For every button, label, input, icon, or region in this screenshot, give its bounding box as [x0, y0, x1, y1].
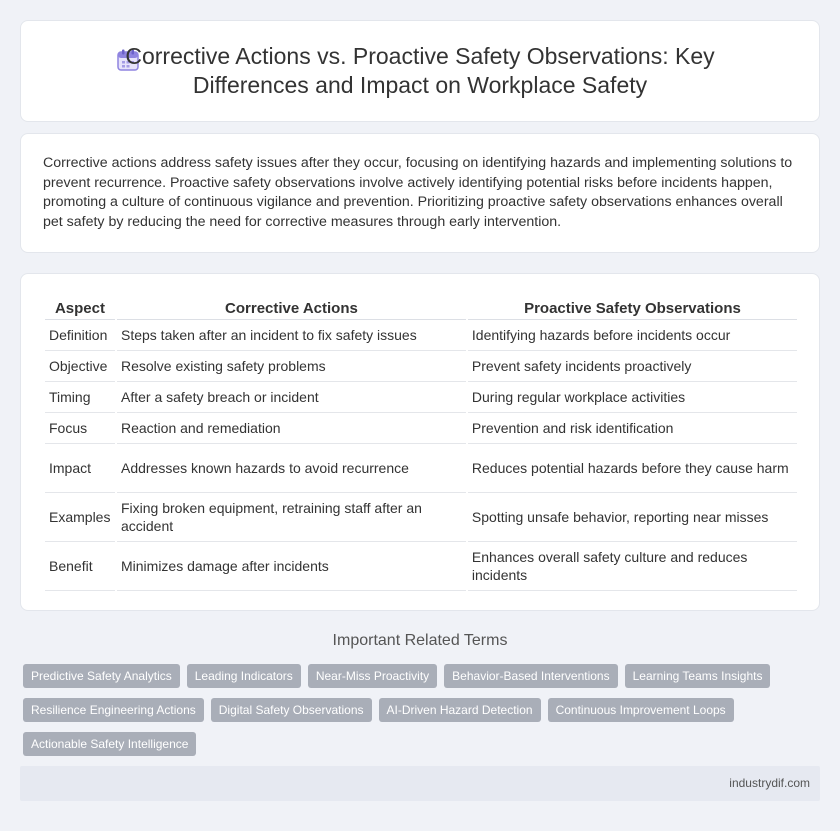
footer — [20, 766, 820, 801]
related-term-tag[interactable]: Behavior-Based Interventions — [444, 664, 617, 688]
row-corrective: Fixing broken equipment, retraining staff after an accident — [117, 493, 466, 542]
related-term-tag[interactable]: Learning Teams Insights — [625, 664, 771, 688]
header-proactive-observations: Proactive Safety Observations — [468, 296, 797, 320]
related-term-tag[interactable]: Leading Indicators — [187, 664, 301, 688]
related-term-tag[interactable]: Predictive Safety Analytics — [23, 664, 180, 688]
row-proactive: Prevention and risk identification — [468, 413, 797, 444]
row-proactive: Enhances overall safety culture and reduces incidents — [468, 542, 797, 591]
related-term-tag[interactable]: Near-Miss Proactivity — [308, 664, 437, 688]
related-term-tag[interactable]: AI-Driven Hazard Detection — [379, 698, 541, 722]
row-corrective: Addresses known hazards to avoid recurrence — [117, 444, 466, 493]
table-row — [45, 320, 797, 351]
row-corrective: Resolve existing safety problems — [117, 351, 466, 382]
row-aspect: Definition — [45, 320, 115, 351]
row-proactive: Identifying hazards before incidents occur — [468, 320, 797, 351]
row-proactive: Spotting unsafe behavior, reporting near misses — [468, 493, 797, 542]
comparison-table — [43, 296, 799, 591]
related-term-tag[interactable]: Resilience Engineering Actions — [23, 698, 204, 722]
related-terms-list — [23, 664, 803, 756]
header-corrective-actions: Corrective Actions — [117, 296, 466, 320]
row-aspect: Objective — [45, 351, 115, 382]
related-term-tag[interactable]: Actionable Safety Intelligence — [23, 732, 196, 756]
row-proactive: Prevent safety incidents proactively — [468, 351, 797, 382]
related-terms-title: Important Related Terms — [332, 632, 508, 649]
row-aspect: Impact — [45, 444, 115, 493]
related-term-tag[interactable]: Continuous Improvement Loops — [548, 698, 734, 722]
comparison-table-card — [20, 273, 820, 611]
row-corrective: After a safety breach or incident — [117, 382, 466, 413]
intro-card — [20, 133, 820, 253]
footer-source[interactable]: industrydif.com — [729, 776, 810, 790]
table-row — [45, 413, 797, 444]
row-corrective: Reaction and remediation — [117, 413, 466, 444]
related-term-tag[interactable]: Digital Safety Observations — [211, 698, 372, 722]
intro-paragraph: Corrective actions address safety issues after they occur, focusing on identifying hazards and implementing solutions to prevent recurrence. Proactive safety observations involve actively identifying potential risks before incidents happen, promoting a culture of continuous vigilance and prevention. Prioritizing proactive safety observations enhances overall pet safety by reducing the need for corrective measures through early intervention. — [43, 155, 793, 230]
row-aspect: Examples — [45, 493, 115, 542]
page-title: Corrective Actions vs. Proactive Safety Observations: Key Differences and Impact on Workplace Safety — [125, 43, 715, 98]
row-corrective: Steps taken after an incident to fix safety issues — [117, 320, 466, 351]
table-row — [45, 493, 797, 542]
row-aspect: Focus — [45, 413, 115, 444]
table-row — [45, 542, 797, 591]
table-header-row — [45, 296, 797, 320]
table-row — [45, 444, 797, 493]
row-proactive: During regular workplace activities — [468, 382, 797, 413]
table-row — [45, 382, 797, 413]
header-aspect: Aspect — [45, 296, 115, 320]
row-aspect: Timing — [45, 382, 115, 413]
row-aspect: Benefit — [45, 542, 115, 591]
row-proactive: Reduces potential hazards before they cause harm — [468, 444, 797, 493]
table-row — [45, 351, 797, 382]
title-card — [20, 20, 820, 122]
row-corrective: Minimizes damage after incidents — [117, 542, 466, 591]
